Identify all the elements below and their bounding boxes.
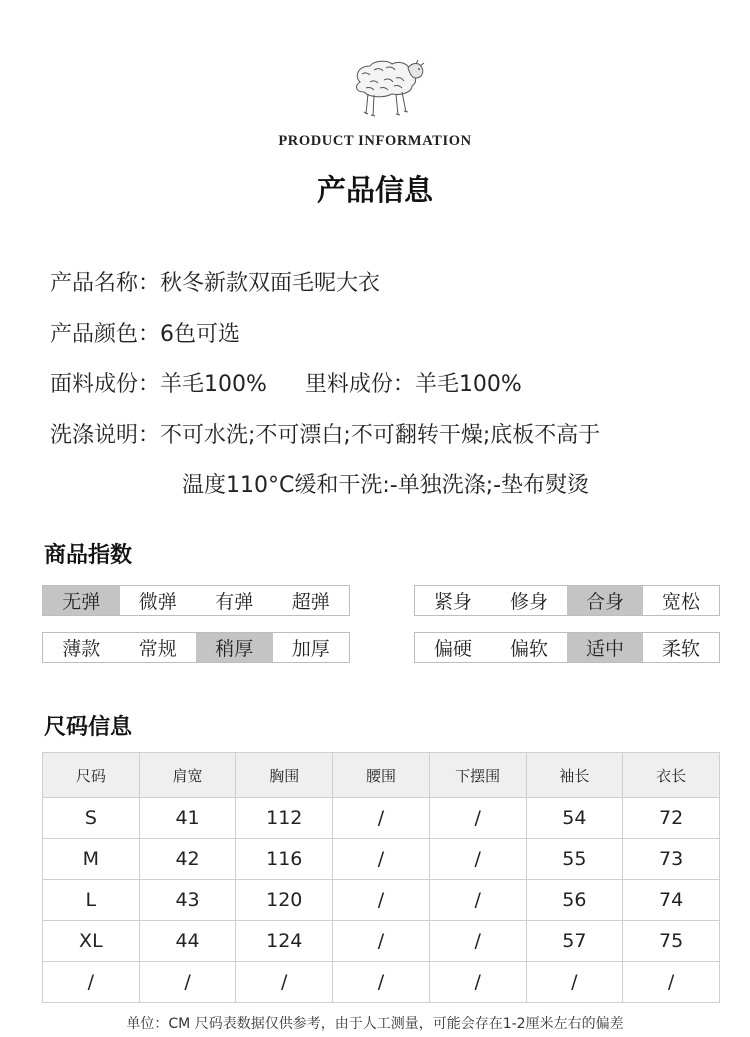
- table-cell: 124: [236, 921, 333, 962]
- table-cell: /: [333, 839, 430, 880]
- info-label: 产品颜色：: [50, 322, 161, 347]
- index-option[interactable]: 稍厚: [196, 633, 273, 662]
- column-header: 袖长: [526, 753, 623, 798]
- table-header-row: [43, 753, 720, 798]
- column-header: 尺码: [43, 753, 140, 798]
- info-value: 羊毛100%: [160, 372, 267, 397]
- table-cell: 55: [526, 839, 623, 880]
- index-option[interactable]: 加厚: [291, 638, 330, 660]
- page-title: 产品信息: [316, 173, 433, 207]
- info-value-continued: 温度110°C缓和干洗:-单独洗涤;-垫布熨烫: [182, 473, 590, 498]
- table-cell: /: [43, 962, 140, 1003]
- english-title: PRODUCT INFORMATION: [278, 133, 472, 149]
- table-cell: 112: [236, 798, 333, 839]
- table-cell: 116: [236, 839, 333, 880]
- index-group-elasticity: [42, 585, 350, 616]
- index-section-title: 商品指数: [44, 543, 133, 568]
- table-cell: 56: [526, 880, 623, 921]
- table-cell: 74: [623, 880, 720, 921]
- info-value-lining: 羊毛100%: [414, 372, 522, 397]
- index-option[interactable]: 微弹: [138, 591, 177, 613]
- table-cell: XL: [43, 921, 140, 962]
- table-cell: 44: [139, 921, 236, 962]
- index-option[interactable]: 偏硬: [433, 638, 472, 660]
- table-cell: 42: [139, 839, 236, 880]
- index-option[interactable]: 薄款: [62, 638, 101, 660]
- index-option[interactable]: 偏软: [509, 638, 548, 660]
- table-cell: /: [333, 798, 430, 839]
- index-option[interactable]: 超弹: [291, 591, 330, 613]
- table-cell: /: [429, 798, 526, 839]
- table-cell: /: [139, 962, 236, 1003]
- table-cell: /: [526, 962, 623, 1003]
- index-option[interactable]: 宽松: [661, 591, 700, 613]
- table-cell: 120: [236, 880, 333, 921]
- index-group-softness: [414, 632, 720, 663]
- table-cell: 75: [623, 921, 720, 962]
- table-row: [43, 839, 720, 880]
- index-option[interactable]: 常规: [138, 638, 177, 660]
- size-section-title: 尺码信息: [44, 715, 133, 740]
- info-value: 不可水洗;不可漂白;不可翻转干燥;底板不高于: [160, 423, 601, 448]
- table-cell: L: [43, 880, 140, 921]
- index-group-thickness: [42, 632, 350, 663]
- info-value: 秋冬新款双面毛呢大衣: [160, 271, 381, 296]
- index-option[interactable]: 合身: [567, 586, 643, 615]
- table-cell: /: [333, 921, 430, 962]
- info-row-wash: [50, 418, 600, 449]
- info-label: 洗涤说明：: [50, 423, 161, 448]
- table-row: [43, 921, 720, 962]
- index-option[interactable]: 紧身: [433, 591, 472, 613]
- table-cell: /: [333, 962, 430, 1003]
- size-note: 单位：CM 尺码表数据仅供参考，由于人工测量，可能会存在1-2厘米左右的偏差: [126, 1016, 624, 1032]
- table-cell: /: [623, 962, 720, 1003]
- table-row: [43, 962, 720, 1003]
- info-label-lining: 里料成份：: [304, 372, 415, 397]
- column-header: 腰围: [333, 753, 430, 798]
- column-header: 肩宽: [139, 753, 236, 798]
- table-cell: /: [429, 839, 526, 880]
- index-option[interactable]: 柔软: [661, 638, 700, 660]
- table-cell: 41: [139, 798, 236, 839]
- table-cell: /: [429, 962, 526, 1003]
- info-value: 6色可选: [160, 322, 241, 347]
- info-label: 产品名称：: [50, 271, 161, 296]
- table-row: [43, 798, 720, 839]
- info-row-fabric: [50, 367, 522, 398]
- table-cell: /: [429, 921, 526, 962]
- index-option[interactable]: 适中: [567, 633, 643, 662]
- table-cell: 54: [526, 798, 623, 839]
- column-header: 衣长: [623, 753, 720, 798]
- sheep-icon: [340, 52, 430, 124]
- table-cell: /: [333, 880, 430, 921]
- table-cell: 73: [623, 839, 720, 880]
- table-cell: /: [429, 880, 526, 921]
- index-group-fit: [414, 585, 720, 616]
- table-cell: 43: [139, 880, 236, 921]
- info-row-color: [50, 317, 240, 348]
- column-header: 下摆围: [429, 753, 526, 798]
- index-option[interactable]: 修身: [509, 591, 548, 613]
- table-cell: 57: [526, 921, 623, 962]
- info-row-name: [50, 266, 380, 297]
- index-option[interactable]: 有弹: [215, 591, 254, 613]
- table-cell: /: [236, 962, 333, 1003]
- table-cell: 72: [623, 798, 720, 839]
- size-table: [42, 752, 720, 1003]
- table-cell: M: [43, 839, 140, 880]
- table-cell: S: [43, 798, 140, 839]
- column-header: 胸围: [236, 753, 333, 798]
- table-row: [43, 880, 720, 921]
- info-label: 面料成份：: [50, 372, 161, 397]
- index-option[interactable]: 无弹: [43, 586, 120, 615]
